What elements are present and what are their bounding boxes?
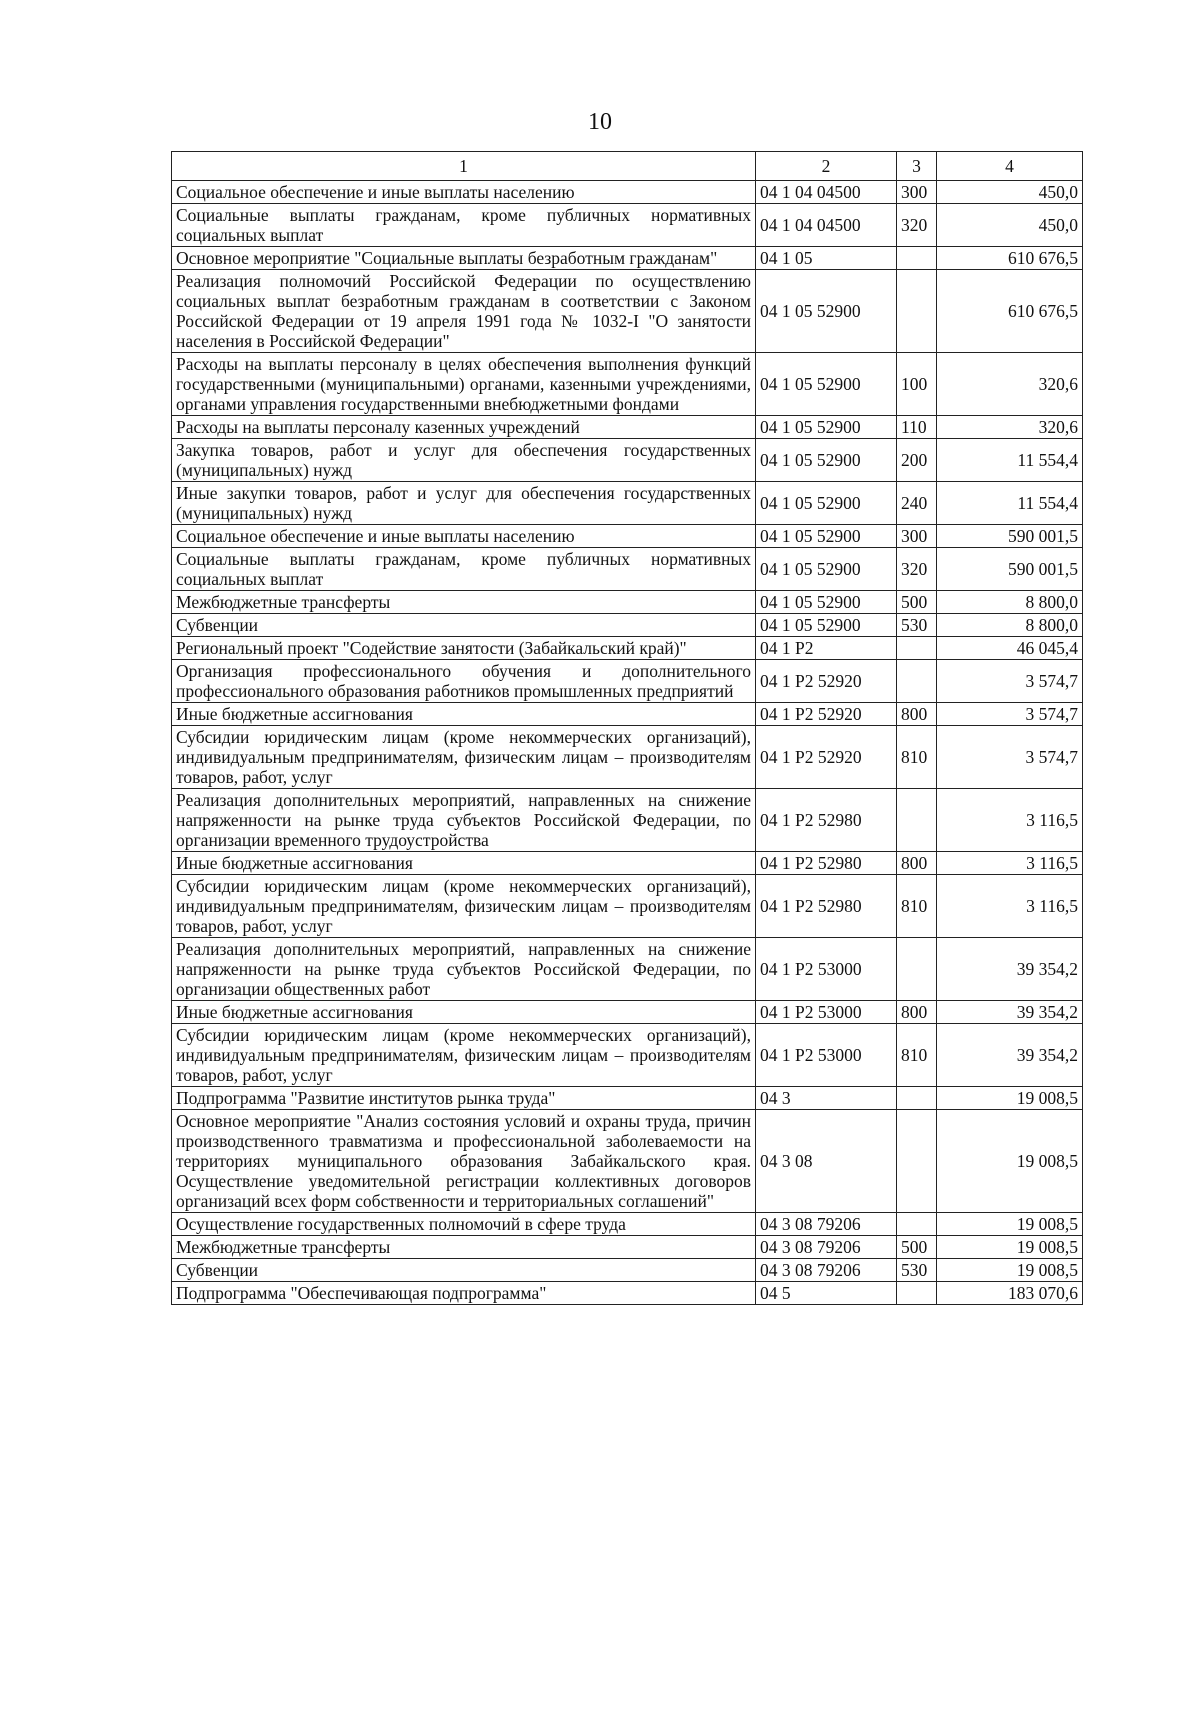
- table-row: [172, 439, 1083, 482]
- row-code: 04 1 P2 52980: [756, 875, 897, 938]
- table-row: [172, 1024, 1083, 1087]
- row-code: 04 1 05 52900: [756, 548, 897, 591]
- budget-table: [171, 151, 1083, 1305]
- row-amount: 590 001,5: [937, 548, 1083, 591]
- row-expense-type: [897, 270, 937, 353]
- row-name: Иные закупки товаров, работ и услуг для обеспечения государственных (муниципальных) нужд: [172, 482, 756, 525]
- row-name: Подпрограмма "Развитие институтов рынка труда": [172, 1087, 756, 1110]
- header-col-3: 3: [897, 152, 937, 181]
- row-name: Межбюджетные трансферты: [172, 1236, 756, 1259]
- row-expense-type: [897, 1087, 937, 1110]
- header-col-4: 4: [937, 152, 1083, 181]
- row-code: 04 1 P2 52980: [756, 789, 897, 852]
- row-name: Подпрограмма "Обеспечивающая подпрограмма": [172, 1282, 756, 1305]
- row-code: 04 3 08: [756, 1110, 897, 1213]
- row-expense-type: [897, 1213, 937, 1236]
- row-code: 04 1 P2 53000: [756, 938, 897, 1001]
- row-name: Реализация дополнительных мероприятий, направленных на снижение напряженности на рынке труда субъектов Российской Федерации, по организации временного трудоустройства: [172, 789, 756, 852]
- row-expense-type: 500: [897, 591, 937, 614]
- row-amount: 19 008,5: [937, 1087, 1083, 1110]
- row-code: 04 5: [756, 1282, 897, 1305]
- table-row: [172, 789, 1083, 852]
- row-name: Расходы на выплаты персоналу в целях обеспечения выполнения функций государственными (муниципальными) органами, казенными учреждениями, органами управления государственными внебюджетными фондами: [172, 353, 756, 416]
- row-amount: 450,0: [937, 204, 1083, 247]
- row-code: 04 1 P2 53000: [756, 1001, 897, 1024]
- row-code: 04 1 P2 52920: [756, 660, 897, 703]
- row-amount: 19 008,5: [937, 1259, 1083, 1282]
- row-amount: 11 554,4: [937, 482, 1083, 525]
- row-code: 04 1 05 52900: [756, 416, 897, 439]
- row-name: Иные бюджетные ассигнования: [172, 1001, 756, 1024]
- row-name: Основное мероприятие "Социальные выплаты безработным гражданам": [172, 247, 756, 270]
- row-expense-type: [897, 1110, 937, 1213]
- table-row: [172, 726, 1083, 789]
- row-name: Основное мероприятие "Анализ состояния условий и охраны труда, причин производственного травматизма и профессиональной заболеваемости на территориях муниципального образования Забайкальского края. Осуществление уведомительной регистрации коллективных договоров организаций всех форм собственности и территориальных соглашений": [172, 1110, 756, 1213]
- table-row: [172, 1087, 1083, 1110]
- row-amount: 320,6: [937, 353, 1083, 416]
- header-col-1: 1: [172, 152, 756, 181]
- row-amount: 19 008,5: [937, 1110, 1083, 1213]
- row-name: Социальное обеспечение и иные выплаты населению: [172, 181, 756, 204]
- row-amount: 19 008,5: [937, 1236, 1083, 1259]
- row-code: 04 1 05 52900: [756, 525, 897, 548]
- row-name: Иные бюджетные ассигнования: [172, 703, 756, 726]
- row-amount: 3 116,5: [937, 852, 1083, 875]
- row-code: 04 3 08 79206: [756, 1236, 897, 1259]
- table-row: [172, 1236, 1083, 1259]
- row-code: 04 1 05 52900: [756, 439, 897, 482]
- row-expense-type: 200: [897, 439, 937, 482]
- row-expense-type: 810: [897, 875, 937, 938]
- row-expense-type: 810: [897, 726, 937, 789]
- row-expense-type: 810: [897, 1024, 937, 1087]
- row-expense-type: 800: [897, 852, 937, 875]
- row-expense-type: [897, 938, 937, 1001]
- table-row: [172, 614, 1083, 637]
- page-number: 10: [588, 109, 612, 135]
- row-name: Социальное обеспечение и иные выплаты населению: [172, 525, 756, 548]
- row-expense-type: 320: [897, 204, 937, 247]
- row-code: 04 1 04 04500: [756, 181, 897, 204]
- row-amount: 3 574,7: [937, 703, 1083, 726]
- row-code: 04 1 P2 52920: [756, 726, 897, 789]
- row-amount: 3 116,5: [937, 789, 1083, 852]
- row-amount: 3 116,5: [937, 875, 1083, 938]
- row-code: 04 1 05 52900: [756, 482, 897, 525]
- row-amount: 19 008,5: [937, 1213, 1083, 1236]
- row-expense-type: 100: [897, 353, 937, 416]
- table-row: [172, 852, 1083, 875]
- row-name: Субвенции: [172, 1259, 756, 1282]
- table-row: [172, 1001, 1083, 1024]
- row-code: 04 1 05 52900: [756, 614, 897, 637]
- row-expense-type: [897, 789, 937, 852]
- row-amount: 8 800,0: [937, 591, 1083, 614]
- row-name: Социальные выплаты гражданам, кроме публичных нормативных социальных выплат: [172, 548, 756, 591]
- row-expense-type: 240: [897, 482, 937, 525]
- row-expense-type: 300: [897, 181, 937, 204]
- row-amount: 3 574,7: [937, 660, 1083, 703]
- row-code: 04 3 08 79206: [756, 1213, 897, 1236]
- row-code: 04 1 P2 52980: [756, 852, 897, 875]
- row-expense-type: 530: [897, 614, 937, 637]
- row-expense-type: 530: [897, 1259, 937, 1282]
- row-name: Субвенции: [172, 614, 756, 637]
- table-row: [172, 591, 1083, 614]
- row-amount: 610 676,5: [937, 247, 1083, 270]
- row-amount: 320,6: [937, 416, 1083, 439]
- row-code: 04 1 05 52900: [756, 591, 897, 614]
- row-code: 04 3: [756, 1087, 897, 1110]
- row-code: 04 3 08 79206: [756, 1259, 897, 1282]
- table-row: [172, 204, 1083, 247]
- row-amount: 46 045,4: [937, 637, 1083, 660]
- row-amount: 39 354,2: [937, 1001, 1083, 1024]
- row-expense-type: 500: [897, 1236, 937, 1259]
- row-name: Реализация полномочий Российской Федерации по осуществлению социальных выплат безработным гражданам в соответствии с Законом Российской Федерации от 19 апреля 1991 года № 1032-I "О занятости населения в Российской Федерации": [172, 270, 756, 353]
- row-expense-type: [897, 247, 937, 270]
- table-row: [172, 353, 1083, 416]
- row-amount: 11 554,4: [937, 439, 1083, 482]
- row-amount: 183 070,6: [937, 1282, 1083, 1305]
- row-amount: 8 800,0: [937, 614, 1083, 637]
- table-row: [172, 637, 1083, 660]
- row-name: Субсидии юридическим лицам (кроме некоммерческих организаций), индивидуальным предпринимателям, физическим лицам – производителям товаров, работ, услуг: [172, 875, 756, 938]
- row-code: 04 1 P2 52920: [756, 703, 897, 726]
- table-row: [172, 1282, 1083, 1305]
- row-expense-type: 800: [897, 703, 937, 726]
- row-code: 04 1 05 52900: [756, 353, 897, 416]
- row-name: Осуществление государственных полномочий в сфере труда: [172, 1213, 756, 1236]
- row-name: Организация профессионального обучения и дополнительного профессионального образования работников промышленных предприятий: [172, 660, 756, 703]
- row-name: Иные бюджетные ассигнования: [172, 852, 756, 875]
- table-row: [172, 660, 1083, 703]
- table-row: [172, 181, 1083, 204]
- row-expense-type: 320: [897, 548, 937, 591]
- row-code: 04 1 P2: [756, 637, 897, 660]
- row-expense-type: 800: [897, 1001, 937, 1024]
- row-name: Субсидии юридическим лицам (кроме некоммерческих организаций), индивидуальным предпринимателям, физическим лицам – производителям товаров, работ, услуг: [172, 1024, 756, 1087]
- row-code: 04 1 05 52900: [756, 270, 897, 353]
- row-name: Региональный проект "Содействие занятости (Забайкальский край)": [172, 637, 756, 660]
- row-expense-type: 300: [897, 525, 937, 548]
- row-name: Субсидии юридическим лицам (кроме некоммерческих организаций), индивидуальным предпринимателям, физическим лицам – производителям товаров, работ, услуг: [172, 726, 756, 789]
- header-col-2: 2: [756, 152, 897, 181]
- table-row: [172, 875, 1083, 938]
- table-row: [172, 1259, 1083, 1282]
- row-name: Реализация дополнительных мероприятий, направленных на снижение напряженности на рынке труда субъектов Российской Федерации, по организации общественных работ: [172, 938, 756, 1001]
- row-expense-type: [897, 1282, 937, 1305]
- table-row: [172, 1213, 1083, 1236]
- row-code: 04 1 04 04500: [756, 204, 897, 247]
- table-header-row: [172, 152, 1083, 181]
- row-name: Межбюджетные трансферты: [172, 591, 756, 614]
- row-code: 04 1 P2 53000: [756, 1024, 897, 1087]
- row-amount: 39 354,2: [937, 938, 1083, 1001]
- row-expense-type: [897, 660, 937, 703]
- table-row: [172, 270, 1083, 353]
- row-name: Социальные выплаты гражданам, кроме публичных нормативных социальных выплат: [172, 204, 756, 247]
- row-amount: 3 574,7: [937, 726, 1083, 789]
- table-row: [172, 247, 1083, 270]
- table-row: [172, 416, 1083, 439]
- table-row: [172, 525, 1083, 548]
- table-row: [172, 548, 1083, 591]
- table-row: [172, 482, 1083, 525]
- row-code: 04 1 05: [756, 247, 897, 270]
- table-body: [172, 181, 1083, 1305]
- row-amount: 39 354,2: [937, 1024, 1083, 1087]
- row-amount: 590 001,5: [937, 525, 1083, 548]
- table-row: [172, 938, 1083, 1001]
- row-amount: 610 676,5: [937, 270, 1083, 353]
- row-expense-type: [897, 637, 937, 660]
- row-expense-type: 110: [897, 416, 937, 439]
- row-name: Расходы на выплаты персоналу казенных учреждений: [172, 416, 756, 439]
- table-row: [172, 1110, 1083, 1213]
- row-amount: 450,0: [937, 181, 1083, 204]
- table-row: [172, 703, 1083, 726]
- row-name: Закупка товаров, работ и услуг для обеспечения государственных (муниципальных) нужд: [172, 439, 756, 482]
